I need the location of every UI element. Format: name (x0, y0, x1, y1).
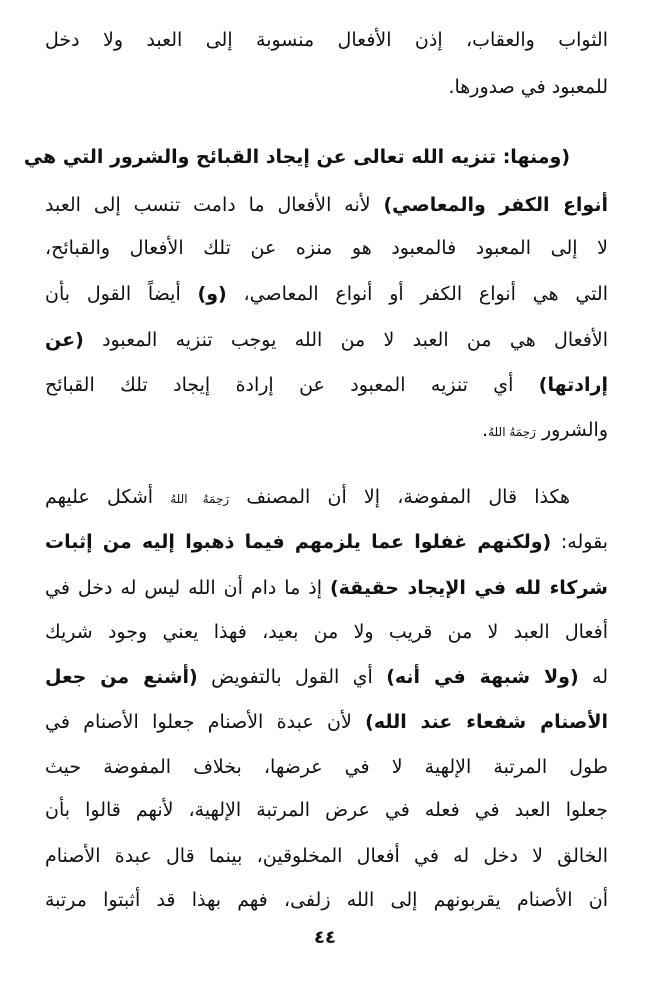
page-number: ٤٤ (314, 927, 336, 948)
text-segment: إذ ما دام أن الله ليس له دخل في (45, 577, 330, 599)
text-segment: بقوله: (551, 531, 608, 553)
bold-text: (ولا شبهة في أنه) (386, 666, 579, 688)
text-segment: لا إلى المعبود فالمعبود هو منزه عن تلك الأفعال والقبائح، (45, 237, 608, 259)
text-line (45, 325, 608, 355)
text-line (45, 25, 608, 55)
text-segment: التي هي أنواع الكفر أو أنواع المعاصي، (226, 283, 608, 305)
text-segment: . (482, 419, 489, 441)
text-line (23, 142, 608, 172)
text-line (45, 233, 608, 263)
bold-text: (و) (197, 283, 227, 305)
honorific-glyph: رَحِمَهُ اللهُ (170, 492, 230, 506)
text-line (45, 190, 608, 220)
text-segment: الخالق لا دخل له في أفعال المخلوقين، بينما قال عبدة الأصنام (45, 845, 608, 867)
text-line (45, 795, 608, 825)
text-segment: أي القول بالتفويض (197, 666, 387, 688)
text-line (45, 752, 608, 782)
bold-text: (ومنها: تنزيه الله تعالى عن إيجاد القبائح والشرور التي هي (23, 146, 570, 168)
text-segment: للمعبود في صدورها. (448, 76, 608, 98)
text-line (45, 617, 608, 647)
text-segment: لأنه الأفعال ما دامت تنسب إلى العبد (45, 194, 384, 216)
text-line (45, 841, 608, 871)
text-line (45, 482, 608, 512)
bold-text: الأصنام شفعاء عند الله) (365, 711, 608, 733)
text-line (45, 573, 608, 603)
bold-text: (ولكنهم غفلوا عما يلزمهم فيما ذهبوا إليه من إثبات (45, 531, 552, 553)
text-line (45, 707, 608, 737)
text-segment: أشكل عليهم (45, 486, 171, 508)
text-line (45, 527, 608, 557)
text-segment: أي تنزيه المعبود عن إرادة إيجاد تلك القبائح (45, 374, 539, 396)
text-line (45, 415, 608, 445)
text-line (45, 72, 608, 102)
bold-text: (عن (45, 329, 84, 351)
text-segment: له (578, 666, 608, 688)
honorific-glyph: رَحِمَهُ اللهُ (488, 425, 536, 439)
text-segment: أفعال العبد لا من قريب ولا من بعيد، فهذا يعني وجود شريك (45, 621, 608, 643)
text-segment: هكذا قال المفوضة، إلا أن المصنف (229, 486, 570, 508)
text-line (45, 662, 608, 692)
text-segment: الثواب والعقاب، إذن الأفعال منسوبة إلى العبد ولا دخل (45, 29, 608, 51)
bold-text: إرادتها) (538, 374, 608, 396)
bold-text: (أشنع من جعل (45, 666, 198, 688)
bold-text: شركاء لله في الإيجاد حقيقة) (329, 577, 608, 599)
text-segment: لأن عبدة الأصنام جعلوا الأصنام في (45, 711, 366, 733)
text-line (45, 279, 608, 309)
text-segment: والشرور (535, 419, 608, 441)
text-segment: الأفعال هي من العبد لا من الله يوجب تنزيه المعبود (83, 329, 608, 351)
text-segment: جعلوا العبد في فعله في عرض المرتبة الإلهية، لأنهم قالوا بأن (45, 799, 608, 821)
text-segment: طول المرتبة الإلهية لا في عرضها، بخلاف المفوضة حيث (45, 756, 608, 778)
bold-text: أنواع الكفر والمعاصي) (383, 194, 608, 216)
text-line (45, 885, 608, 915)
text-segment: أن الأصنام يقربونهم إلى الله زلفى، فهم بهذا قد أثبتوا مرتبة (45, 889, 608, 911)
text-line (45, 370, 608, 400)
text-segment: أيضاً القول بأن (45, 283, 198, 305)
